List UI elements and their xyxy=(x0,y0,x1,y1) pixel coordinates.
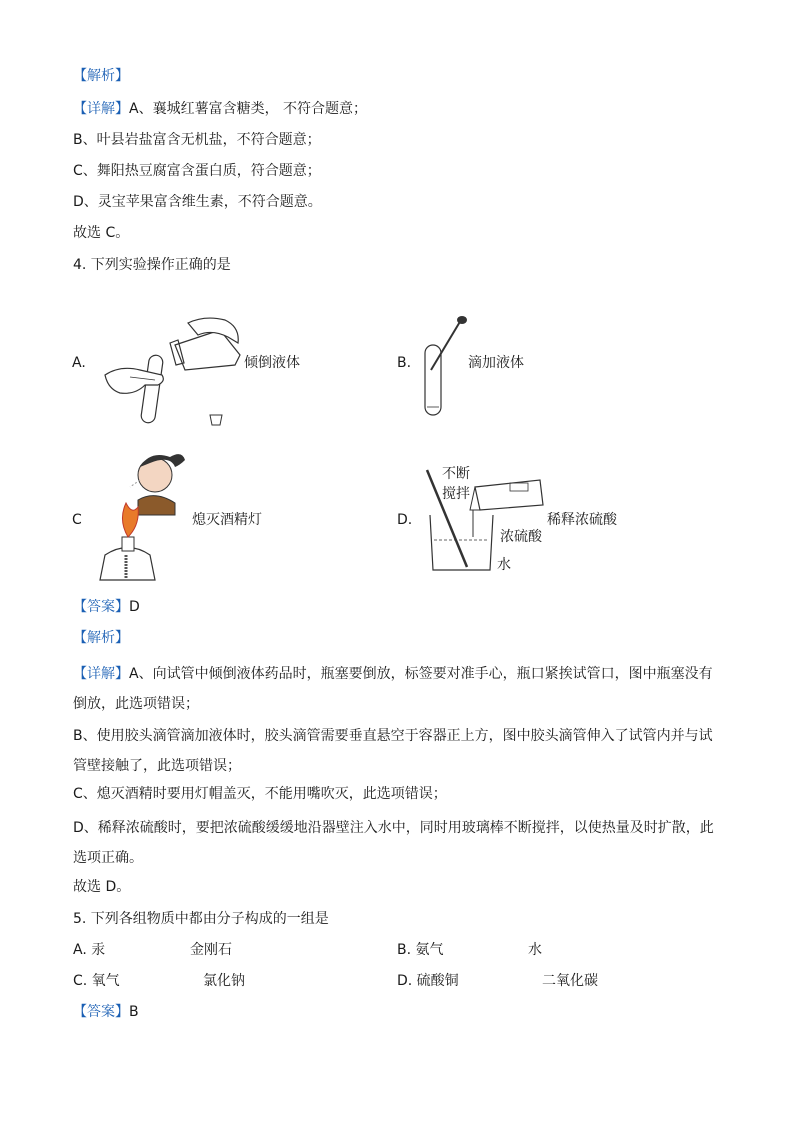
dropper-figure xyxy=(415,315,470,420)
option-c-letter: C xyxy=(72,512,82,528)
answer-line-q4 xyxy=(73,597,140,617)
label-stir-2: 搅拌 xyxy=(442,486,470,502)
answer-value: D xyxy=(129,599,140,615)
q5-option-a2: 金刚石 xyxy=(190,942,232,958)
option-c-caption: 熄灭酒精灯 xyxy=(192,512,262,528)
q5-option-b1: B. 氨气 xyxy=(397,942,444,958)
option-b-letter: B. xyxy=(397,355,412,371)
answer-tag: 【答案】 xyxy=(73,599,129,615)
detail-line-c: C、舞阳热豆腐富含蛋白质，符合题意； xyxy=(73,163,321,179)
option-d-letter: D. xyxy=(397,512,413,528)
q5-option-d2: 二氧化碳 xyxy=(542,973,598,989)
q5-option-d1: D. 硫酸铜 xyxy=(397,973,459,989)
answer-tag-q5: 【答案】 xyxy=(73,1004,129,1020)
analysis-heading: 【解析】 xyxy=(73,68,129,84)
label-acid: 浓硫酸 xyxy=(500,529,542,545)
answer-value-q5: B xyxy=(129,1004,139,1020)
question-4-stem: 4. 下列实验操作正确的是 xyxy=(73,257,231,273)
detail-line-a xyxy=(73,99,367,119)
q5-option-c1: C. 氧气 xyxy=(73,973,120,989)
q5-option-c2: 氯化钠 xyxy=(203,973,245,989)
explain-d: D、稀释浓硫酸时，要把浓硫酸缓缓地沿器壁注入水中，同时用玻璃棒不断搅拌，以使热量及时扩散，此选项正确。 xyxy=(73,820,714,866)
option-b-caption: 滴加液体 xyxy=(468,355,524,371)
choice-line: 故选 C。 xyxy=(73,225,130,241)
explain-c: C、熄灭酒精时要用灯帽盖灭，不能用嘴吹灭，此选项错误； xyxy=(73,786,447,802)
label-stir-1: 不断 xyxy=(442,466,470,482)
answer-line-q5 xyxy=(73,1002,139,1022)
label-dilute: 稀释浓硫酸 xyxy=(547,512,617,528)
blowing-out-lamp-figure xyxy=(90,445,200,585)
detail-line-d: D、灵宝苹果富含维生素，不符合题意。 xyxy=(73,194,322,210)
choice-line-q4: 故选 D。 xyxy=(73,879,131,895)
explain-a-text: A、向试管中倾倒液体药品时，瓶塞要倒放，标签要对准手心，瓶口紧挨试管口，图中瓶塞没有倒放，此选项错误； xyxy=(73,666,713,712)
analysis-heading-q4: 【解析】 xyxy=(73,630,129,646)
detail-tag-q4: 【详解】 xyxy=(73,666,129,682)
label-water: 水 xyxy=(497,557,511,573)
explain-a xyxy=(73,659,718,719)
option-a-caption: 倾倒液体 xyxy=(244,355,300,371)
question-5-stem: 5. 下列各组物质中都由分子构成的一组是 xyxy=(73,911,329,927)
q5-option-a1: A. 汞 xyxy=(73,942,106,958)
detail-text: A、襄城红薯富含糖类， 不符合题意； xyxy=(129,101,368,117)
detail-line-b: B、叶县岩盐富含无机盐，不符合题意； xyxy=(73,132,321,148)
option-a-letter: A. xyxy=(72,355,86,371)
q5-option-b2: 水 xyxy=(528,942,542,958)
pouring-liquid-figure xyxy=(100,315,245,430)
explain-b: B、使用胶头滴管滴加液体时，胶头滴管需要垂直悬空于容器正上方，图中胶头滴管伸入了试管内并与试管壁接触了，此选项错误； xyxy=(73,728,713,774)
detail-tag: 【详解】 xyxy=(73,101,129,117)
